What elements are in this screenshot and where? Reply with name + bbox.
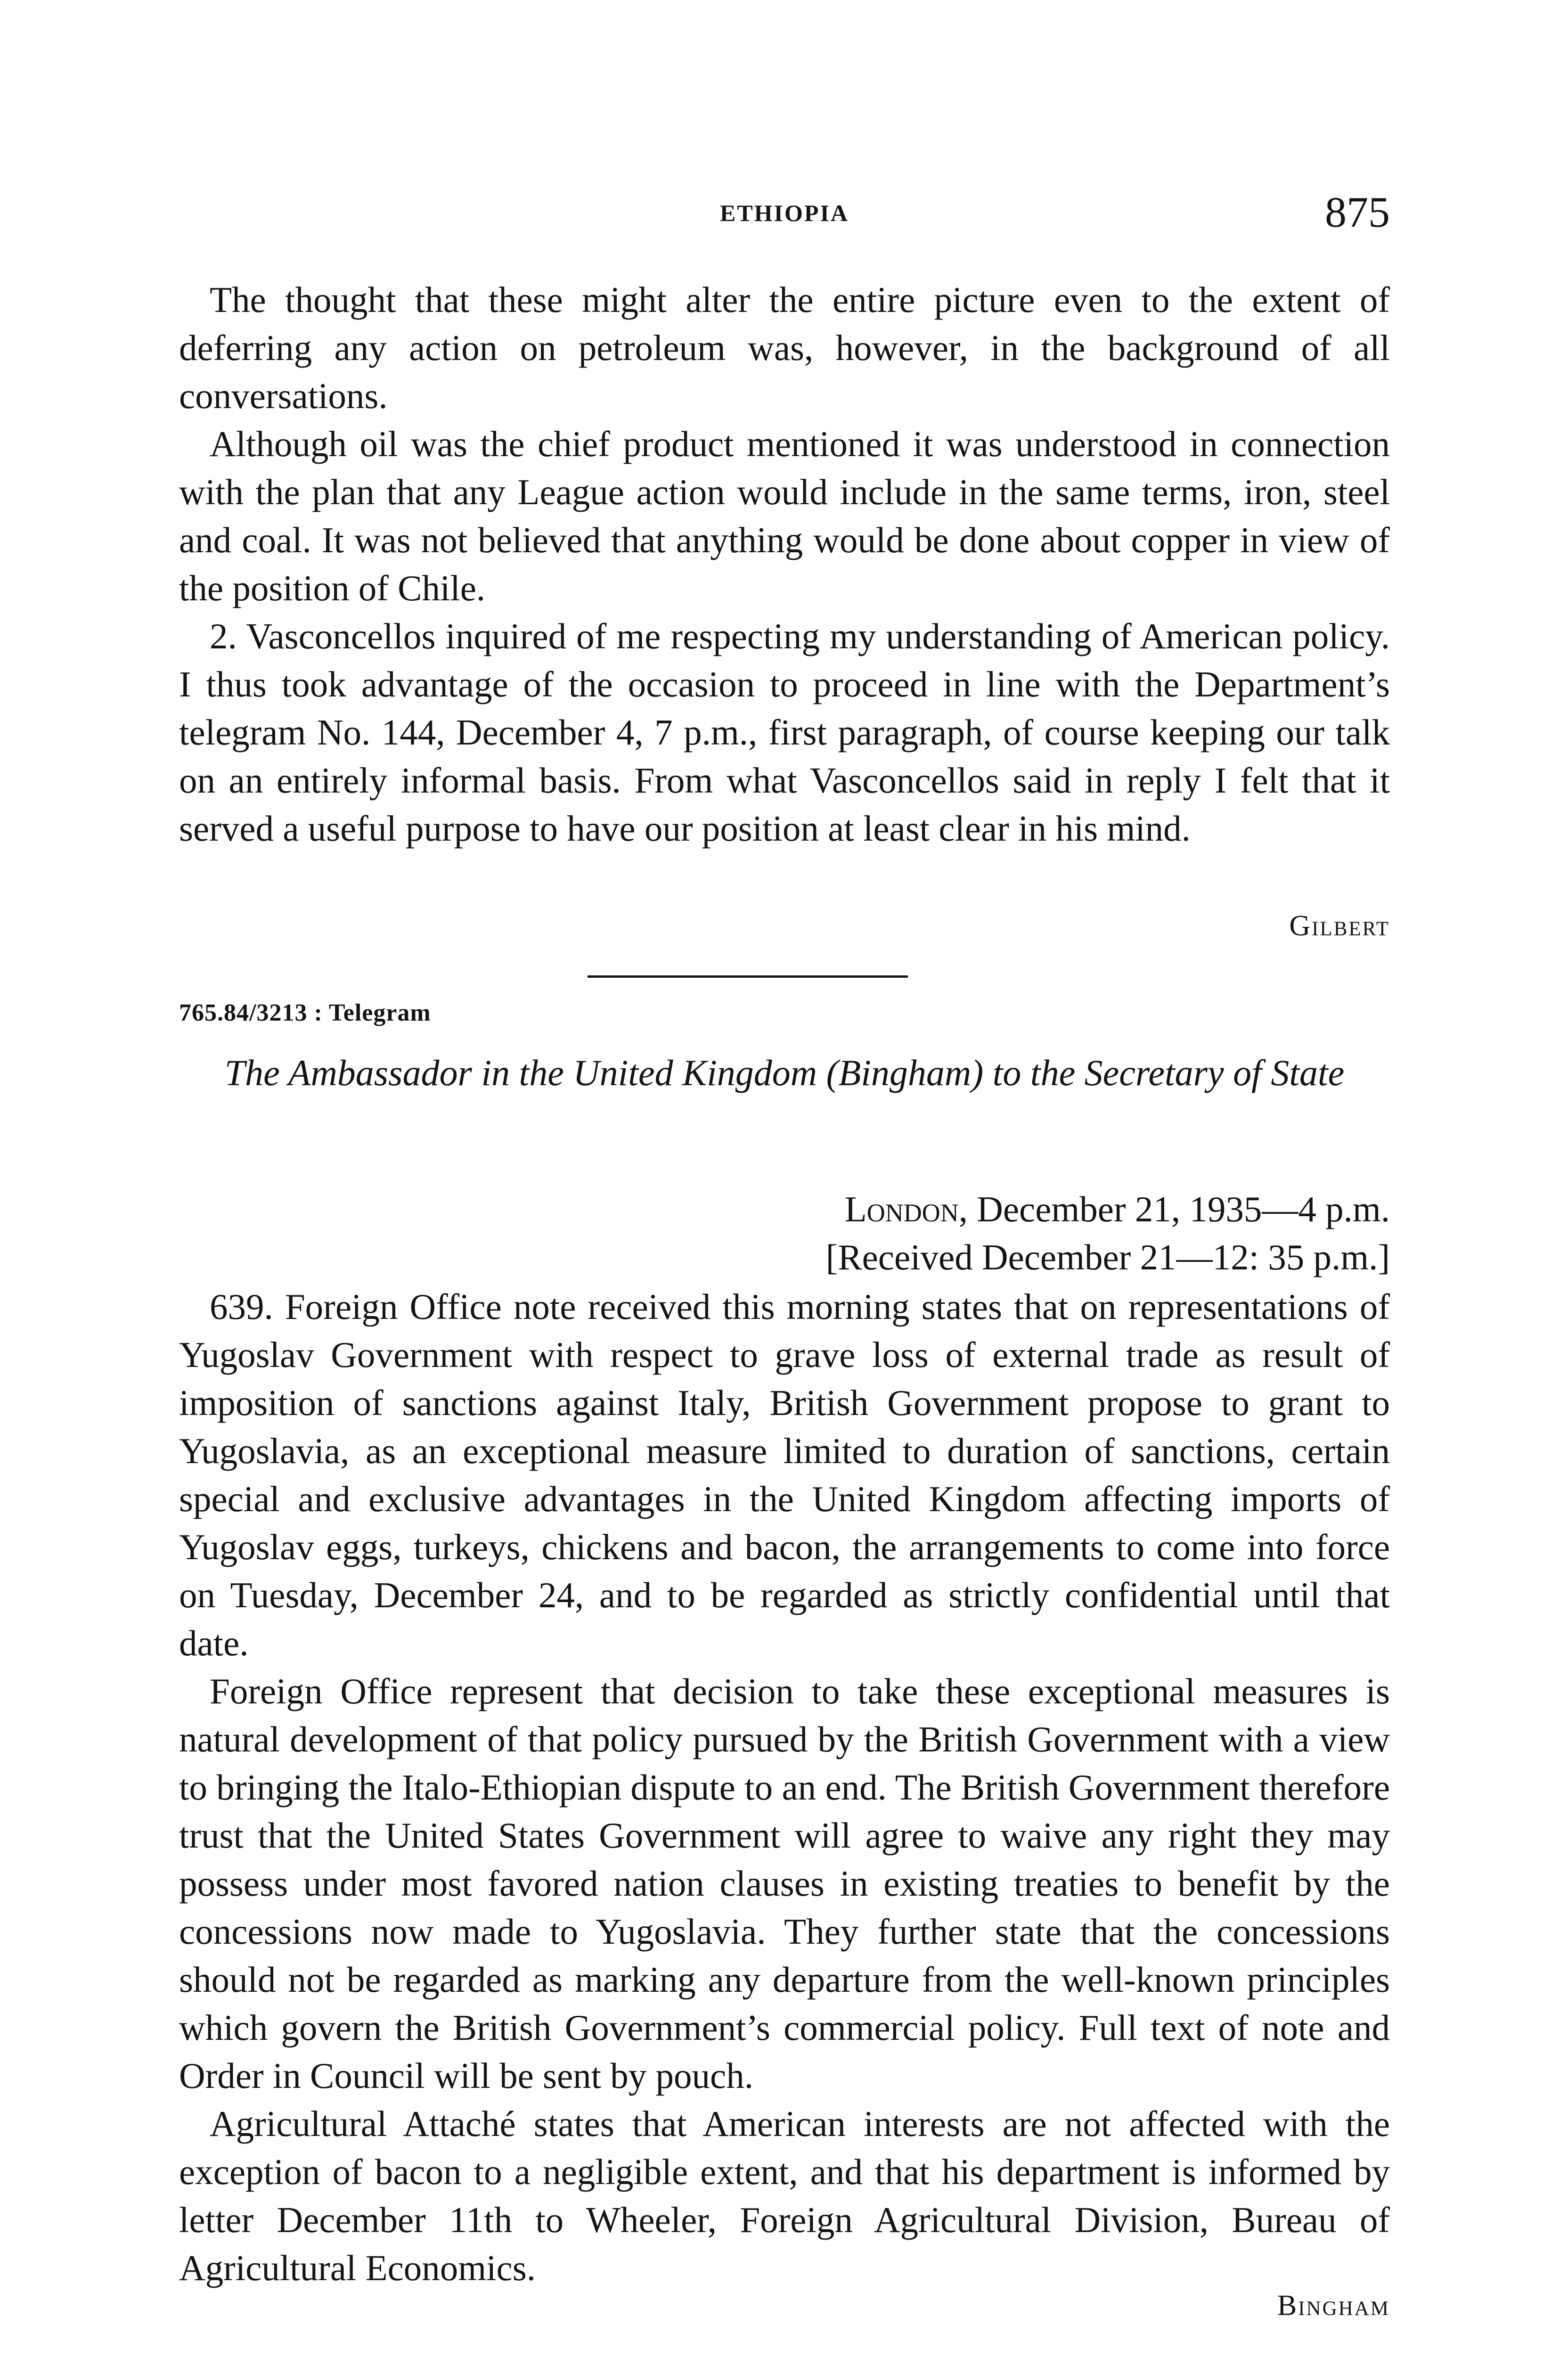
- page-number: 875: [1325, 188, 1390, 236]
- document-heading: The Ambassador in the United Kingdom (Bingham) to the Secretary of State: [224, 1052, 1345, 1093]
- paragraph: 2. Vasconcellos inquired of me respecting my understanding of American policy. I thus took advantage of the occasion to proceed in line with the Department’s telegram No. 144, December 4, 7 p.m., first paragraph, of course keeping our talk on an entirely informal basis. From what Vasconcellos said in reply I felt that it served a useful purpose to have our position at least clear in his mind.: [179, 616, 1390, 849]
- signature-bingham: Bingham: [1277, 2290, 1390, 2322]
- signature-gilbert: Gilbert: [1289, 910, 1390, 942]
- running-title: ETHIOPIA: [719, 200, 849, 226]
- file-reference: 765.84/3213 : Telegram: [179, 999, 431, 1026]
- running-head: [179, 186, 1390, 247]
- dateline: [845, 1185, 1390, 1233]
- body-section-bingham: [179, 1283, 1390, 2292]
- dateline-date: , December 21, 1935—4 p.m.: [958, 1189, 1390, 1229]
- paragraph: Foreign Office represent that decision to take these exceptional measures is natural development of that policy pursued by the British Government with a view to bringing the Italo-Ethiopian dispute to an end. The British Government therefore trust that the United States Government will agree to waive any right they may possess under most favored nation clauses in existing treaties to benefit by the concessions now made to Yugoslavia. They further state that the concessions should not be regarded as marking any departure from the well-known principles which govern the British Government’s commercial policy. Full text of note and Order in Council will be sent by pouch.: [179, 1671, 1390, 2096]
- paragraph: Although oil was the chief product mentioned it was understood in connection with the plan that any League action would include in the same terms, iron, steel and coal. It was not believed that anything would be done about copper in view of the position of Chile.: [179, 424, 1390, 608]
- body-section-gilbert: [179, 276, 1390, 852]
- dateline-place: London: [844, 1189, 959, 1229]
- received-line: [Received December 21—12: 35 p.m.]: [825, 1237, 1390, 1277]
- section-divider: [588, 975, 908, 978]
- paragraph: Agricultural Attaché states that American interests are not affected with the exception of bacon to a negligible extent, and that his department is informed by letter December 11th to Wheeler, Foreign Agricultural Division, Bureau of Agricultural Economics.: [179, 2103, 1390, 2288]
- paragraph: The thought that these might alter the entire picture even to the extent of deferring any action on petroleum was, however, in the background of all conversations.: [179, 279, 1390, 416]
- paragraph: 639. Foreign Office note received this morning states that on representations of Yugoslav Government with respect to grave loss of external trade as result of imposition of sanctions against Italy, British Government propose to grant to Yugoslavia, as an exceptional measure limited to duration of sanctions, certain special and exclusive advantages in the United Kingdom affecting imports of Yugoslav eggs, turkeys, chickens and bacon, the arrangements to come into force on Tuesday, December 24, and to be regarded as strictly confidential until that date.: [179, 1286, 1390, 1663]
